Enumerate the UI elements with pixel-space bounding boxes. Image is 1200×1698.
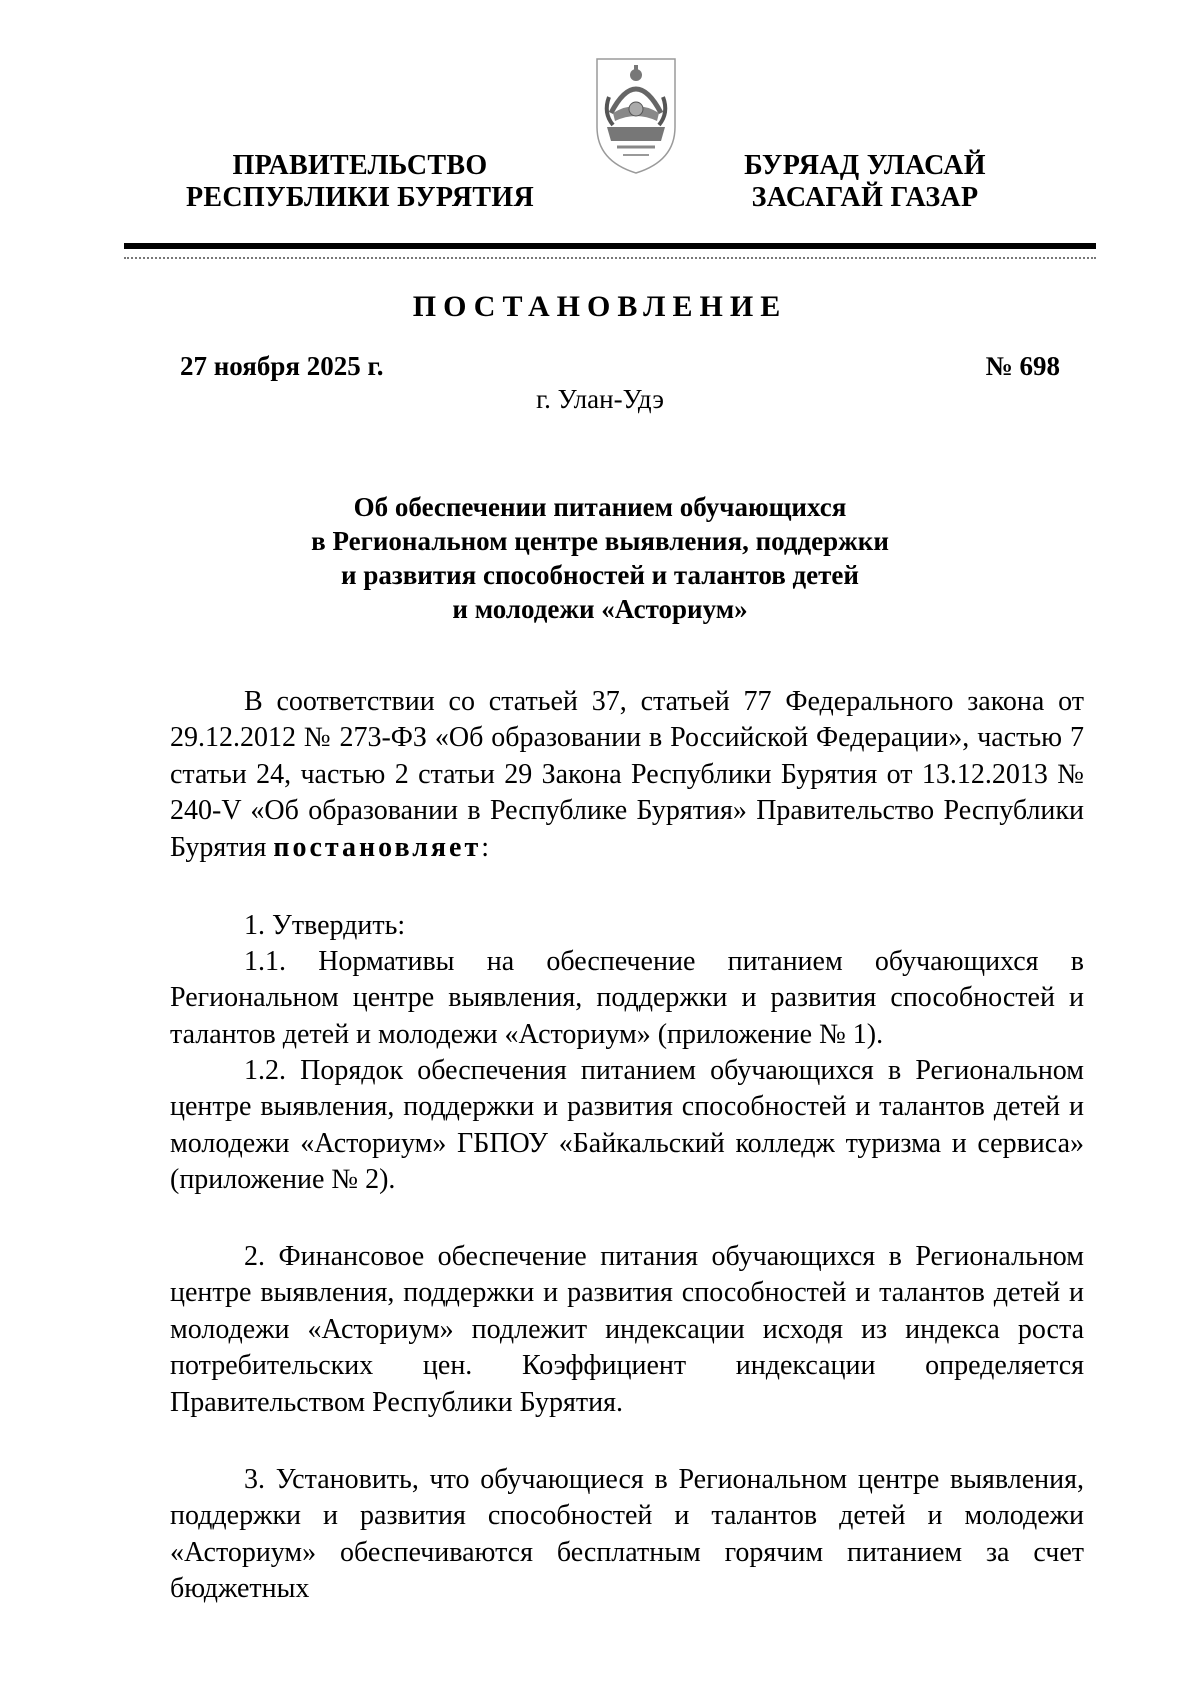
header-divider-thin [124, 257, 1096, 259]
item-1-1-text: 1.1. Нормативы на обеспечение питанием обучающихся в Региональном центре выявления, поддержки и развития способностей и талантов детей и молодежи «Асториум» (приложение № 1). [170, 946, 1084, 1050]
preamble-colon: : [481, 831, 490, 863]
header-left [130, 150, 590, 214]
title-line: и развития способностей и талантов детей [341, 560, 859, 590]
item-1 [170, 908, 1084, 944]
document-number: № 698 [985, 351, 1060, 381]
document-title [240, 490, 960, 626]
resolves-word: постановляет [273, 831, 482, 863]
item-1-2-text: 1.2. Порядок обеспечения питанием обучающихся в Региональном центре выявления, поддержки и развития способностей и талантов детей и молодежи «Асториум» ГБПОУ «Байкальский колледж туризма и сервиса» (приложение № 2). [170, 1055, 1084, 1196]
document-type: ПОСТАНОВЛЕНИЕ [412, 290, 788, 323]
header-right-line2: ЗАСАГАЙ ГАЗАР [751, 182, 979, 213]
item-3-text: 3. Установить, что обучающиеся в Региональном центре выявления, поддержки и развития способностей и талантов детей и молодежи «Асториум» обеспечиваются бесплатным горячим питанием за счет бюджетных [170, 1464, 1084, 1605]
document-city: г. Улан-Удэ [536, 384, 664, 414]
preamble-text: В соответствии со статьей 37, статьей 77 Федерального закона от 29.12.2012 № 273-ФЗ «Об образовании в Российской Федерации», частью 7 статьи 24, частью 2 статьи 29 Закона Республики Бурятия от 13.12.2013 № 240-V «Об образовании в Республике Бурятия» Правительство Республики Бурятия [170, 686, 1084, 863]
title-line: Об обеспечении питанием обучающихся [353, 492, 847, 522]
header-left-line2: РЕСПУБЛИКИ БУРЯТИЯ [186, 182, 534, 213]
title-line: в Региональном центре выявления, поддержки [311, 526, 889, 556]
item-1-2 [170, 1053, 1084, 1199]
item-2-text: 2. Финансовое обеспечение питания обучающихся в Региональном центре выявления, поддержки и развития способностей и талантов детей и молодежи «Асториум» подлежит индексации исходя из индекса роста потребительских цен. Коэффициент индексации определяется Правительством Республики Бурятия. [170, 1241, 1084, 1418]
item-1-1 [170, 944, 1084, 1053]
document-date: 27 ноября 2025 г. [180, 351, 384, 381]
preamble [170, 684, 1084, 866]
header-right [680, 150, 1050, 214]
item-1-text: 1. Утвердить: [244, 910, 406, 941]
header-right-line1: БУРЯАД УЛАСАЙ [744, 150, 986, 181]
title-line: и молодежи «Асториум» [452, 594, 748, 624]
header-divider-thick [124, 243, 1096, 249]
item-3 [170, 1462, 1084, 1608]
item-2 [170, 1239, 1084, 1421]
header-left-line1: ПРАВИТЕЛЬСТВО [232, 150, 488, 181]
coat-of-arms-icon [591, 55, 681, 177]
